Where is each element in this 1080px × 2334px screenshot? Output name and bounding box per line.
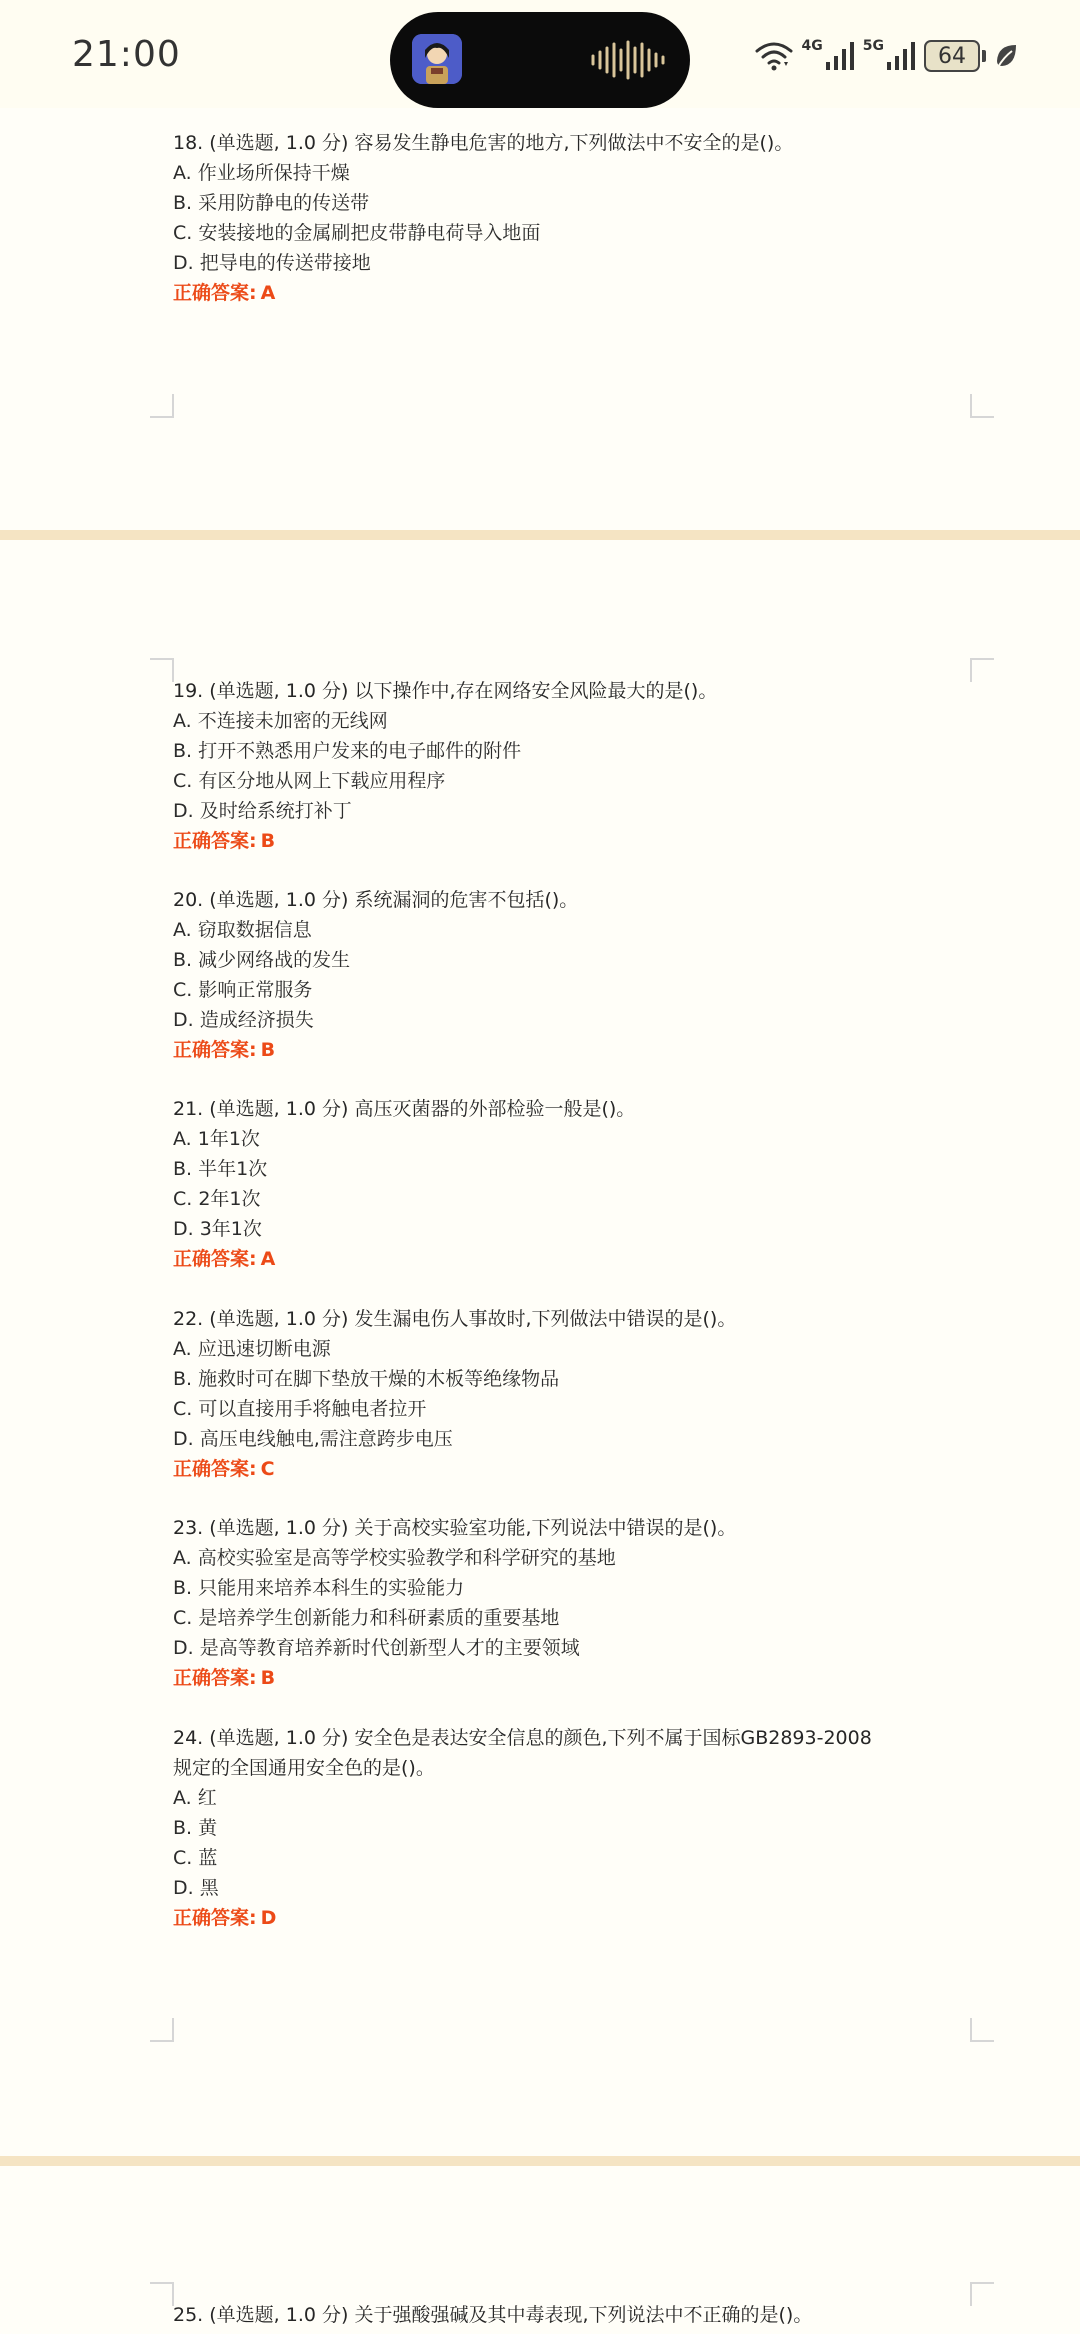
answer-label: 正确答案: (173, 1458, 257, 1480)
question-title: 19. (单选题, 1.0 分) 以下操作中,存在网络安全风险最大的是()。 (173, 680, 718, 702)
answer-value: A (260, 1248, 276, 1270)
question-19 (173, 676, 973, 856)
question-option: B. 打开不熟悉用户发来的电子邮件的附件 (173, 740, 522, 762)
page-corner-mark (150, 394, 174, 418)
network-type-2: 5G (862, 38, 884, 54)
question-18 (173, 128, 973, 308)
answer-label: 正确答案: (173, 282, 257, 304)
question-option: C. 是培养学生创新能力和科研素质的重要基地 (173, 1607, 560, 1629)
question-option: D. 及时给系统打补丁 (173, 800, 352, 822)
question-title: 22. (单选题, 1.0 分) 发生漏电伤人事故时,下列做法中错误的是()。 (173, 1308, 737, 1330)
question-option: D. 高压电线触电,需注意跨步电压 (173, 1428, 453, 1450)
question-21 (173, 1094, 973, 1274)
question-option: B. 施救时可在脚下垫放干燥的木板等绝缘物品 (173, 1368, 560, 1390)
correct-answer (173, 1903, 973, 1933)
question-option: B. 只能用来培养本科生的实验能力 (173, 1577, 465, 1599)
answer-value: D (260, 1907, 277, 1929)
question-option: A. 1年1次 (173, 1128, 260, 1150)
question-option: A. 窃取数据信息 (173, 919, 312, 941)
answer-value: B (260, 830, 276, 852)
answer-value: A (260, 282, 276, 304)
correct-answer (173, 1454, 973, 1484)
status-bar (0, 0, 1080, 108)
answer-value: C (260, 1458, 275, 1480)
question-option: C. 有区分地从网上下载应用程序 (173, 770, 446, 792)
question-option: C. 可以直接用手将触电者拉开 (173, 1398, 427, 1420)
page-corner-mark (150, 2018, 174, 2042)
correct-answer (173, 278, 973, 308)
page-separator (0, 2156, 1080, 2166)
dynamic-island[interactable] (390, 12, 690, 108)
page-separator (0, 530, 1080, 540)
page-corner-mark (970, 394, 994, 418)
music-app-avatar-icon[interactable] (412, 34, 462, 84)
question-option: B. 半年1次 (173, 1158, 268, 1180)
correct-answer (173, 1035, 973, 1065)
question-23 (173, 1513, 973, 1693)
answer-label: 正确答案: (173, 1907, 257, 1929)
question-title: 25. (单选题, 1.0 分) 关于强酸强碱及其中毒表现,下列说法中不正确的是()。 (173, 2304, 813, 2326)
question-24 (173, 1723, 973, 1933)
question-option: C. 蓝 (173, 1847, 218, 1869)
power-saving-leaf-icon (994, 43, 1020, 69)
question-option: A. 高校实验室是高等学校实验教学和科学研究的基地 (173, 1547, 616, 1569)
answer-label: 正确答案: (173, 830, 257, 852)
question-20 (173, 885, 973, 1065)
question-option: B. 采用防静电的传送带 (173, 192, 370, 214)
answer-value: B (260, 1667, 276, 1689)
answer-label: 正确答案: (173, 1039, 257, 1061)
question-option: A. 作业场所保持干燥 (173, 162, 350, 184)
question-option: D. 是高等教育培养新时代创新型人才的主要领域 (173, 1637, 580, 1659)
question-option: A. 红 (173, 1787, 217, 1809)
status-icons (754, 36, 1020, 76)
question-title: 18. (单选题, 1.0 分) 容易发生静电危害的地方,下列做法中不安全的是()。 (173, 132, 794, 154)
question-option: D. 黑 (173, 1877, 219, 1899)
question-option: C. 影响正常服务 (173, 979, 313, 1001)
page-corner-mark (150, 658, 174, 682)
question-option: A. 不连接未加密的无线网 (173, 710, 388, 732)
question-title: 23. (单选题, 1.0 分) 关于高校实验室功能,下列说法中错误的是()。 (173, 1517, 737, 1539)
question-25 (173, 2300, 973, 2330)
page-corner-mark (970, 2018, 994, 2042)
question-option: C. 2年1次 (173, 1188, 261, 1210)
question-title: 21. (单选题, 1.0 分) 高压灭菌器的外部检验一般是()。 (173, 1098, 636, 1120)
answer-value: B (260, 1039, 276, 1061)
question-option: D. 造成经济损失 (173, 1009, 314, 1031)
answer-label: 正确答案: (173, 1667, 257, 1689)
document-page-1 (0, 108, 1080, 528)
signal-strength-icon-2 (886, 40, 916, 72)
battery-tip (982, 50, 986, 62)
question-title-line-2: 规定的全国通用安全色的是()。 (173, 1757, 435, 1779)
wifi-icon (754, 40, 794, 72)
question-22 (173, 1304, 973, 1484)
status-time: 21:00 (72, 34, 181, 75)
correct-answer (173, 1663, 973, 1693)
battery-level: 64 (938, 43, 966, 69)
correct-answer (173, 1244, 973, 1274)
question-option: C. 安装接地的金属刷把皮带静电荷导入地面 (173, 222, 541, 244)
document-page-2 (0, 540, 1080, 2160)
document-page-3 (0, 2166, 1080, 2334)
question-option: D. 把导电的传送带接地 (173, 252, 371, 274)
signal-strength-icon-1 (825, 40, 855, 72)
answer-label: 正确答案: (173, 1248, 257, 1270)
page-corner-mark (970, 2282, 994, 2306)
audio-waveform-icon (590, 40, 666, 80)
question-title: 20. (单选题, 1.0 分) 系统漏洞的危害不包括()。 (173, 889, 579, 911)
question-option: B. 黄 (173, 1817, 218, 1839)
network-type-1: 4G (801, 38, 823, 54)
battery-icon (924, 40, 980, 72)
correct-answer (173, 826, 973, 856)
question-title-line-1: 24. (单选题, 1.0 分) 安全色是表达安全信息的颜色,下列不属于国标GB2893-2008 (173, 1727, 872, 1749)
page-corner-mark (970, 658, 994, 682)
page-corner-mark (150, 2282, 174, 2306)
question-option: B. 减少网络战的发生 (173, 949, 351, 971)
question-option: D. 3年1次 (173, 1218, 262, 1240)
question-option: A. 应迅速切断电源 (173, 1338, 331, 1360)
